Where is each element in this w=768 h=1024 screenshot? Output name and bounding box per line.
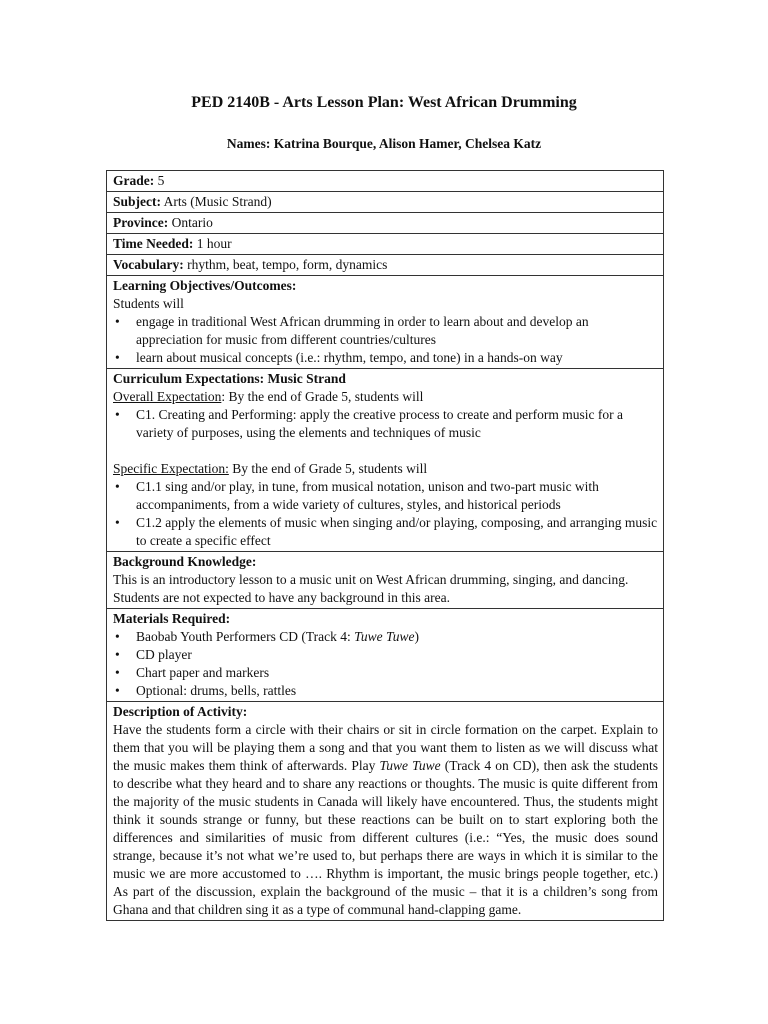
subject-label: Subject:: [113, 194, 161, 209]
list-item: • engage in traditional West African drumming in order to learn about and develop an appreciation for music from different countries/cultures: [113, 313, 658, 349]
document-title: PED 2140B - Arts Lesson Plan: West African Drumming: [191, 94, 577, 111]
overall-expectation-line: [113, 388, 658, 406]
activity-text: [113, 721, 658, 919]
song-title: Tuwe Tuwe: [379, 758, 441, 773]
subject-value: Arts (Music Strand): [163, 194, 272, 209]
curriculum-label: Curriculum Expectations: Music Strand: [113, 371, 346, 386]
song-title: Tuwe Tuwe: [354, 629, 415, 644]
specific-expectation-list: [113, 478, 658, 550]
objectives-intro: Students will: [113, 296, 184, 311]
province-label: Province:: [113, 215, 169, 230]
list-item: • C1.2 apply the elements of music when singing and/or playing, composing, and arranging music to create a specific effect: [113, 514, 658, 550]
activity-text-part-1: Have the students form a circle with their chairs or sit in circle formation on the carpet. Explain to them that you will be playing them a song and that you want them to listen as we will discuss what the music makes them think of afterwards. Play: [113, 722, 658, 773]
materials-row: [107, 608, 663, 701]
vocabulary-value: rhythm, beat, tempo, form, dynamics: [187, 257, 388, 272]
time-label: Time Needed:: [113, 236, 194, 251]
activity-label: Description of Activity:: [113, 704, 248, 719]
specific-expectation-label: Specific Expectation:: [113, 461, 229, 476]
list-item: • Chart paper and markers: [113, 664, 658, 682]
time-value: 1 hour: [196, 236, 232, 251]
material-cd-text: Baobab Youth Performers CD (Track 4:: [136, 629, 355, 644]
curriculum-row: [107, 368, 663, 551]
list-item: • learn about musical concepts (i.e.: rhythm, tempo, and tone) in a hands-on way: [113, 349, 658, 367]
objectives-row: [107, 275, 663, 368]
list-item: • C1. Creating and Performing: apply the creative process to create and perform music for a variety of purposes, using the elements and techniques of music: [113, 406, 658, 442]
activity-text-part-2: (Track 4 on CD), then ask the students to describe what they heard and to share any reactions or thoughts. The music is quite different from the majority of the music students in Canada will likely have encountered. Thus, the students might think it sounds strange or funny, but these reactions can be built on to start exploring both the differences and similarities of music from different cultures (i.e.: “Yes, the music does sound strange, because it’s not what we’re used to, but perhaps there are ways in which it is similar to the music we are more accustomed to …. Rhythm is important, the music brings people together, etc.) As part of the discussion, explain the background of the music – that it is a children’s song from Ghana and that children sing it as a type of communal hand-clapping game.: [113, 758, 658, 917]
grade-label: Grade:: [113, 173, 155, 188]
objectives-label: Learning Objectives/Outcomes:: [113, 278, 297, 293]
vocabulary-label: Vocabulary:: [113, 257, 184, 272]
background-text: This is an introductory lesson to a music unit on West African drumming, singing, and dancing. Students are not expected to have any background in this area.: [113, 572, 629, 605]
materials-list: [113, 628, 658, 700]
overall-expectation-text: : By the end of Grade 5, students will: [221, 389, 424, 404]
specific-expectation-text: By the end of Grade 5, students will: [228, 461, 428, 476]
lesson-plan-table: [106, 170, 664, 921]
province-row: [107, 212, 663, 233]
activity-row: [107, 701, 663, 920]
background-label: Background Knowledge:: [113, 554, 257, 569]
list-item: • CD player: [113, 646, 658, 664]
author-names: Names: Katrina Bourque, Alison Hamer, Chelsea Katz: [226, 136, 542, 151]
grade-value: 5: [157, 173, 165, 188]
spacer: [113, 442, 658, 460]
specific-expectation-line: [113, 460, 658, 478]
overall-expectation-list: [113, 406, 658, 442]
list-item: • C1.1 sing and/or play, in tune, from musical notation, unison and two-part music with accompaniments, from a wide variety of cultures, styles, and historical periods: [113, 478, 658, 514]
time-row: [107, 233, 663, 254]
materials-label: Materials Required:: [113, 611, 231, 626]
vocabulary-row: [107, 254, 663, 275]
grade-row: [107, 171, 663, 191]
list-item: [113, 628, 658, 646]
objectives-list: [113, 313, 658, 367]
list-item: • Optional: drums, bells, rattles: [113, 682, 658, 700]
background-row: [107, 551, 663, 608]
province-value: Ontario: [171, 215, 213, 230]
overall-expectation-label: Overall Expectation: [113, 389, 222, 404]
subject-row: [107, 191, 663, 212]
material-cd-suffix: ): [414, 629, 420, 644]
